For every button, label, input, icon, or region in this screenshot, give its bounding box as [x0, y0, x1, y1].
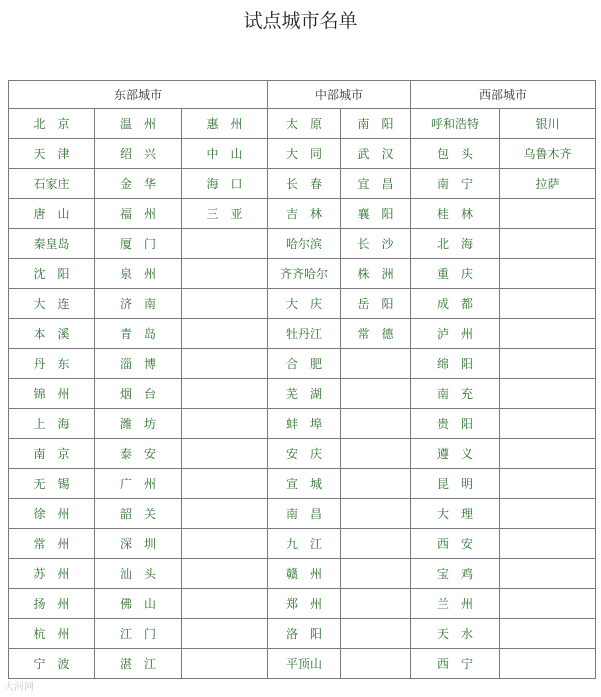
- city-cell: 哈尔滨: [268, 229, 341, 259]
- city-cell: 乌鲁木齐: [500, 139, 596, 169]
- table-row: [9, 619, 596, 649]
- city-cell: 唐 山: [9, 199, 95, 229]
- city-cell: [500, 439, 596, 469]
- watermark: 大河网: [4, 682, 34, 693]
- city-cell: 惠 州: [182, 109, 268, 139]
- city-cell: 成 都: [411, 289, 500, 319]
- city-cell: [182, 529, 268, 559]
- city-cell: 上 海: [9, 409, 95, 439]
- city-cell: 南 昌: [268, 499, 341, 529]
- city-cell: [182, 349, 268, 379]
- city-cell: [341, 529, 411, 559]
- table-row: [9, 499, 596, 529]
- city-cell: 包 头: [411, 139, 500, 169]
- table-row: [9, 229, 596, 259]
- table-row: [9, 469, 596, 499]
- table-row: [9, 649, 596, 679]
- city-cell: 合 肥: [268, 349, 341, 379]
- city-cell: 宝 鸡: [411, 559, 500, 589]
- table-row: [9, 589, 596, 619]
- city-cell: [341, 589, 411, 619]
- city-cell: [500, 559, 596, 589]
- table-row: [9, 529, 596, 559]
- table-row: [9, 379, 596, 409]
- table-row: [9, 199, 596, 229]
- city-cell: 兰 州: [411, 589, 500, 619]
- city-cell: [500, 349, 596, 379]
- city-cell: [182, 379, 268, 409]
- city-cell: [182, 259, 268, 289]
- city-cell: 大 理: [411, 499, 500, 529]
- city-cell: 扬 州: [9, 589, 95, 619]
- city-cell: 南 京: [9, 439, 95, 469]
- city-cell: 重 庆: [411, 259, 500, 289]
- city-cell: [500, 259, 596, 289]
- city-cell: 南 宁: [411, 169, 500, 199]
- city-cell: 银川: [500, 109, 596, 139]
- header-east: 东部城市: [9, 81, 268, 109]
- city-cell: 长 沙: [341, 229, 411, 259]
- header-west: 西部城市: [411, 81, 596, 109]
- city-cell: 厦 门: [95, 229, 182, 259]
- city-cell: [182, 619, 268, 649]
- city-cell: [182, 499, 268, 529]
- city-cell: 宁 波: [9, 649, 95, 679]
- city-cell: [500, 469, 596, 499]
- city-cell: 贵 阳: [411, 409, 500, 439]
- city-cell: 秦皇岛: [9, 229, 95, 259]
- city-cell: [500, 649, 596, 679]
- city-cell: 济 南: [95, 289, 182, 319]
- city-cell: 深 圳: [95, 529, 182, 559]
- city-cell: 泰 安: [95, 439, 182, 469]
- city-cell: [341, 409, 411, 439]
- city-cell: 湛 江: [95, 649, 182, 679]
- city-cell: 韶 关: [95, 499, 182, 529]
- city-cell: 太 原: [268, 109, 341, 139]
- city-cell: [182, 229, 268, 259]
- city-cell: [341, 379, 411, 409]
- city-cell: 遵 义: [411, 439, 500, 469]
- city-cell: 呼和浩特: [411, 109, 500, 139]
- city-cell: 芜 湖: [268, 379, 341, 409]
- city-cell: [182, 649, 268, 679]
- city-cell: [341, 469, 411, 499]
- city-cell: 南 阳: [341, 109, 411, 139]
- city-cell: 常 州: [9, 529, 95, 559]
- table-row: [9, 169, 596, 199]
- city-cell: 牡丹江: [268, 319, 341, 349]
- city-cell: 丹 东: [9, 349, 95, 379]
- city-cell: 海 口: [182, 169, 268, 199]
- city-cell: 石家庄: [9, 169, 95, 199]
- city-cell: [341, 649, 411, 679]
- city-cell: [182, 289, 268, 319]
- city-cell: 福 州: [95, 199, 182, 229]
- city-cell: 中 山: [182, 139, 268, 169]
- city-cell: 烟 台: [95, 379, 182, 409]
- city-cell: 西 宁: [411, 649, 500, 679]
- city-cell: [500, 499, 596, 529]
- city-cell: 郑 州: [268, 589, 341, 619]
- city-cell: 蚌 埠: [268, 409, 341, 439]
- city-cell: 天 水: [411, 619, 500, 649]
- city-cell: 本 溪: [9, 319, 95, 349]
- city-cell: [341, 559, 411, 589]
- city-cell: 泉 州: [95, 259, 182, 289]
- table-row: [9, 259, 596, 289]
- city-cell: 淄 博: [95, 349, 182, 379]
- city-cell: 潍 坊: [95, 409, 182, 439]
- city-cell: [341, 619, 411, 649]
- city-cell: 三 亚: [182, 199, 268, 229]
- header-row: [9, 81, 596, 109]
- city-cell: [182, 589, 268, 619]
- city-cell: 苏 州: [9, 559, 95, 589]
- city-cell: [500, 529, 596, 559]
- city-cell: 大 连: [9, 289, 95, 319]
- city-cell: 宜 昌: [341, 169, 411, 199]
- city-cell: [500, 289, 596, 319]
- city-cell: [182, 439, 268, 469]
- city-cell: 无 锡: [9, 469, 95, 499]
- city-cell: 齐齐哈尔: [268, 259, 341, 289]
- city-cell: 佛 山: [95, 589, 182, 619]
- table-row: [9, 139, 596, 169]
- table-row: [9, 289, 596, 319]
- city-cell: 西 安: [411, 529, 500, 559]
- pilot-city-table: [8, 80, 596, 679]
- table-row: [9, 439, 596, 469]
- table-row: [9, 109, 596, 139]
- city-cell: [182, 409, 268, 439]
- city-cell: 株 洲: [341, 259, 411, 289]
- city-cell: [341, 499, 411, 529]
- city-cell: [500, 589, 596, 619]
- city-cell: 沈 阳: [9, 259, 95, 289]
- city-cell: 绵 阳: [411, 349, 500, 379]
- table-row: [9, 319, 596, 349]
- city-cell: 岳 阳: [341, 289, 411, 319]
- city-cell: 长 春: [268, 169, 341, 199]
- city-cell: [500, 379, 596, 409]
- page-title: 试点城市名单: [243, 10, 358, 32]
- city-cell: 吉 林: [268, 199, 341, 229]
- city-cell: 桂 林: [411, 199, 500, 229]
- city-cell: 九 江: [268, 529, 341, 559]
- city-cell: 汕 头: [95, 559, 182, 589]
- city-cell: 天 津: [9, 139, 95, 169]
- header-central: 中部城市: [268, 81, 411, 109]
- city-cell: 青 岛: [95, 319, 182, 349]
- city-cell: 赣 州: [268, 559, 341, 589]
- city-cell: [182, 319, 268, 349]
- city-cell: 常 德: [341, 319, 411, 349]
- city-cell: [182, 559, 268, 589]
- city-cell: [182, 469, 268, 499]
- city-cell: 北 海: [411, 229, 500, 259]
- table-row: [9, 409, 596, 439]
- city-cell: 宣 城: [268, 469, 341, 499]
- city-cell: 平顶山: [268, 649, 341, 679]
- city-cell: [500, 409, 596, 439]
- city-cell: 襄 阳: [341, 199, 411, 229]
- city-cell: 徐 州: [9, 499, 95, 529]
- city-cell: 绍 兴: [95, 139, 182, 169]
- table-row: [9, 349, 596, 379]
- city-cell: 拉萨: [500, 169, 596, 199]
- city-cell: [500, 199, 596, 229]
- city-cell: 南 充: [411, 379, 500, 409]
- city-cell: 洛 阳: [268, 619, 341, 649]
- city-cell: 泸 州: [411, 319, 500, 349]
- city-cell: [500, 229, 596, 259]
- city-cell: 江 门: [95, 619, 182, 649]
- city-cell: 金 华: [95, 169, 182, 199]
- city-cell: 广 州: [95, 469, 182, 499]
- city-cell: 安 庆: [268, 439, 341, 469]
- city-cell: 大 同: [268, 139, 341, 169]
- table-row: [9, 559, 596, 589]
- city-cell: 杭 州: [9, 619, 95, 649]
- city-cell: [500, 319, 596, 349]
- city-cell: 锦 州: [9, 379, 95, 409]
- city-cell: 大 庆: [268, 289, 341, 319]
- city-cell: [500, 619, 596, 649]
- city-cell: 昆 明: [411, 469, 500, 499]
- city-cell: 温 州: [95, 109, 182, 139]
- city-cell: [341, 439, 411, 469]
- city-cell: 北 京: [9, 109, 95, 139]
- city-cell: 武 汉: [341, 139, 411, 169]
- city-cell: [341, 349, 411, 379]
